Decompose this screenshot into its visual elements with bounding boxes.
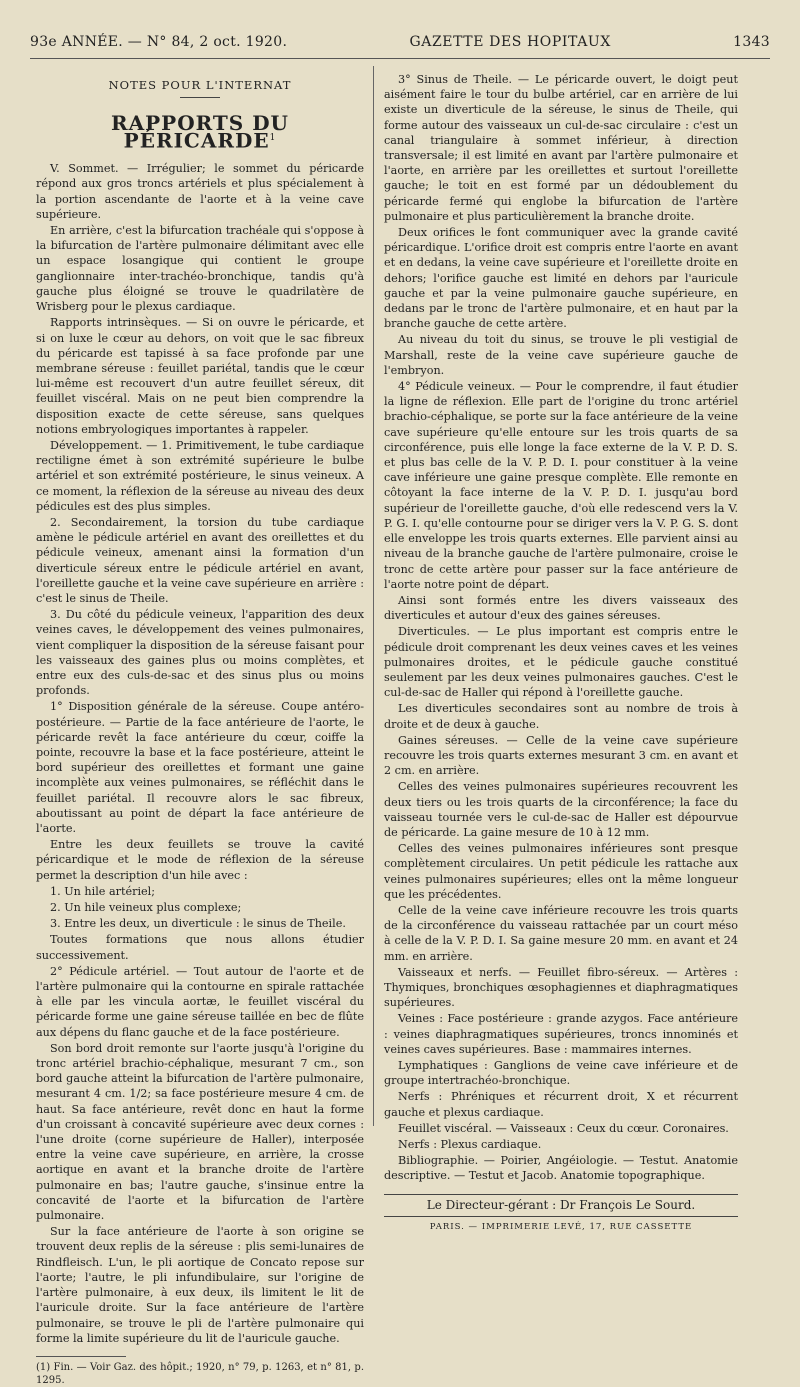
left-paragraph: 2. Secondairement, la torsion du tube cardiaque amène le pédicule artériel en avant des oreillettes et du pédicule veineux, amenant ainsi la formation d'un diverticule séreux entre le pédicule artériel en avant, l'oreillette gauche et la veine cave supérieure en arrière : c'est le sinus de Theile. [36,515,364,605]
article-title [36,111,364,154]
right-paragraph: 3° Sinus de Theile. — Le péricarde ouvert, le doigt peut aisément faire le tour du bulbe artériel, car en arrière de lui existe un diverticule de la séreuse, le sinus de Theile, qui forme autour des vaisseaux un cul-de-sac circulaire : c'est un canal triangulaire à sommet inférieur, à direction transversale; il est limité en avant par l'artère pulmonaire et l'aorte, en arrière par les oreillettes et surtout l'oreillette gauche; le toit en est formé par un dédoublement du péricarde fermé qui englobe la bifurcation de l'artère pulmonaire et plus particulièrement la branche droite. [384,73,738,223]
left-paragraph: Entre les deux feuillets se trouve la cavité péricardique et le mode de réflexion de la séreuse permet la description d'un hile avec : [36,838,364,882]
column-divider [373,66,374,1126]
right-paragraph: Celles des veines pulmonaires supérieures recouvrent les deux tiers ou les trois quarts de la circonférence; la face du vaisseau tournée vers le cul-de-sac de Haller est dépourvue de péricarde. La gaine mesure de 10 à 12 mm. [384,780,738,839]
journal-title: GAZETTE DES HOPITAUX [409,34,611,50]
title-footnote-mark: 1 [269,133,277,144]
right-paragraph: Feuillet viscéral. — Vaisseaux : Ceux du cœur. Coronaires. [398,1121,729,1135]
page-number: 1343 [733,34,770,50]
left-paragraph: 1° Disposition générale de la séreuse. Coupe antéro-postérieure. — Partie de la face antérieure de l'aorte, le péricarde revêt la face antérieure du cœur, coiffe la pointe, recouvre la base et la face postérieure, atteint le bord supérieur des oreillettes et formant une gaine incomplète aux veines pulmonaires, se réfléchit dans le feuillet pariétal. Il recouvre alors le sac fibreux, aboutissant au point de départ la face antérieure de l'aorte. [36,700,364,835]
printer-line: PARIS. — IMPRIMERIE LEVÉ, 17, RUE CASSETTE [429,1221,693,1232]
right-paragraph: Ainsi sont formés entre les divers vaisseaux des diverticules et autour d'eux des gaines séreuses. [384,593,738,623]
left-paragraph: Développement. — 1. Primitivement, le tube cardiaque rectiligne émet à son extrémité supérieure le bulbe artériel et son extrémité postérieure, le sinus veineux. A ce moment, la réflexion de la séreuse au niveau des deux pédicules est des plus simples. [36,438,364,513]
footnote: (1) Fin. — Voir Gaz. des hôpit.; 1920, n° 79, p. 1263, et n° 81, p. 1295. [36,1361,364,1386]
left-paragraph: 3. Du côté du pédicule veineux, l'apparition des deux veines caves, le développement des veines pulmonaires, vient compliquer la disposition de la séreuse faisant pour les vaisseaux des gaines plus ou moins complètes, et entre eux des culs-de-sac et des sinus plus ou moins profonds. [36,608,364,698]
header-rule [30,58,770,59]
section-rule [180,97,220,98]
left-list-item: 1. Un hile artériel; [50,884,155,898]
bibliography: Bibliographie. — Poirier, Angéiologie. — Testut. Anatomie descriptive. — Testut et Jacob. Anatomie topographique. [384,1154,738,1183]
article-title-text: RAPPORTS DU PÉRICARDE [111,111,289,154]
left-paragraph: Rapports intrinsèques. — Si on ouvre le péricarde, et si on luxe le cœur au dehors, on voit que le sac fibreux du péricarde est tapissé à sa face profonde par une membrane séreuse : feuillet pariétal, tandis que le cœur lui-même est recouvert d'un autre feuillet séreux, dit feuillet viscéral. Mais on ne peut bien comprendre la disposition exacte de cette séreuse, sans quelques notions embryologiques importantes à rappeler. [36,316,364,436]
left-paragraph: En arrière, c'est la bifurcation trachéale qui s'oppose à la bifurcation de l'artère pulmonaire délimitant avec elle un espace losangique qui contient le groupe ganglionnaire inter-trachéo-bronchique, tandis qu'à gauche plus éloigné se trouve le quadrilatère de Wrisberg pour le plexus cardiaque. [36,224,364,314]
right-column [384,72,738,1235]
section-label: NOTES POUR L'INTERNAT [108,78,292,92]
right-paragraph: Veines : Face postérieure : grande azygos. Face antérieure : veines diaphragmatiques supérieures, troncs innominés et veines caves supérieures. Base : mammaires internes. [384,1012,738,1056]
volume-issue: 93e ANNÉE. — N° 84, 2 oct. 1920. [30,34,288,50]
left-paragraph: 2° Pédicule artériel. — Tout autour de l'aorte et de l'artère pulmonaire qui la contourne en spirale rattachée à elle par les vincula aortæ, le feuillet viscéral du péricarde forme une gaine séreuse taillée en bec de flûte aux dépens du flanc gauche et de la face postérieure. [36,964,364,1039]
left-paragraph: V. Sommet. — Irrégulier; le sommet du péricarde répond aux gros troncs artériels et plus spécialement à la portion ascendante de l'aorte et à la veine cave supérieure. [36,162,364,221]
right-paragraph: 4° Pédicule veineux. — Pour le comprendre, il faut étudier la ligne de réflexion. Elle part de l'origine du tronc artériel brachio-céphalique, se porte sur la face antérieure de la veine cave supérieure qu'elle entoure sur les trois quarts de sa circonférence, puis elle longe la face externe de la V. P. D. S. et plus bas celle de la V. P. D. I. pour constituer à la veine cave inférieure une gaine presque complète. Elle remonte en côtoyant la face interne de la V. P. D. I. jusqu'au bord supérieur de l'oreillette gauche, d'où elle redescend vers la V. P. G. I. qu'elle contourne pour se diriger vers la V. P. G. S. dont elle enveloppe les trois quarts externes. Elle parvient ainsi au niveau de la branche gauche de l'artère pulmonaire, croise le tronc de cette artère pour passer sur la face antérieure de l'aorte notre point de départ. [384,380,738,591]
director-signature: Le Directeur-gérant : Dr François Le Sourd. [384,1194,738,1217]
right-paragraph: Nerfs : Phréniques et récurrent droit, X et récurrent gauche et plexus cardiaque. [384,1090,738,1119]
right-paragraph: Au niveau du toit du sinus, se trouve le pli vestigial de Marshall, reste de la veine cave supérieure gauche de l'embryon. [384,333,738,377]
left-paragraph: Son bord droit remonte sur l'aorte jusqu'à l'origine du tronc artériel brachio-céphalique, mesurant 7 cm., son bord gauche atteint la bifurcation de l'artère pulmonaire, mesurant 4 cm. 1/2; sa face postérieure mesure 4 cm. de haut. Sa face antérieure, revêt donc en haut la forme d'un croissant à concavité supérieure avec deux cornes : l'une droite (corne supérieure de Haller), interposée entre la veine cave supérieure, en arrière, la crosse aortique en avant et la branche droite de l'artère pulmonaire en bas; l'autre gauche, s'insinue entre la concavité de l'aorte et la bifurcation de l'artère pulmonaire. [36,1041,364,1223]
footnote-rule [36,1356,126,1357]
right-paragraph: Celle de la veine cave inférieure recouvre les trois quarts de la circonférence du vaisseau rattachée par un court méso à celle de la V. P. D. I. Sa gaine mesure 20 mm. en avant et 24 mm. en arrière. [384,903,738,963]
left-paragraph: Sur la face antérieure de l'aorte à son origine se trouvent deux replis de la séreuse : plis semi-lunaires de Rindfleisch. L'un, le pli aortique de Concato repose sur l'aorte; l'autre, le pli infundibulaire, sur l'origine de l'artère pulmonaire, à eux deux, ils limitent le lit de l'auricule droite. Sur la face antérieure de l'artère pulmonaire, se trouve le pli de l'artère pulmonaire qui forme la limite supérieure du lit de l'auricule gauche. [36,1225,364,1345]
right-paragraph: Nerfs : Plexus cardiaque. [398,1138,542,1152]
left-paragraph: Toutes formations que nous allons étudier successivement. [36,933,364,962]
left-list-item: 2. Un hile veineux plus complexe; [50,901,242,915]
right-paragraph: Celles des veines pulmonaires inférieures sont presque complètement circulaires. Un petit pédicule les rattache aux veines pulmonaires supérieures; elles ont la même longueur que les précédentes. [384,842,738,901]
left-column [36,72,364,1387]
page-header [30,34,770,56]
right-paragraph: Diverticules. — Le plus important est compris entre le pédicule droit comprenant les deux veines caves et les veines pulmonaires droites, et le pédicule gauche constitué seulement par les deux veines pulmonaires gauches. C'est le cul-de-sac de Haller qui répond à l'oreillette gauche. [384,625,738,700]
right-paragraph: Gaines séreuses. — Celle de la veine cave supérieure recouvre les trois quarts externes mesurant 3 cm. en avant et 2 cm. en arrière. [384,733,738,778]
right-paragraph: Les diverticules secondaires sont au nombre de trois à droite et de deux à gauche. [384,702,738,731]
right-paragraph: Deux orifices le font communiquer avec la grande cavité péricardique. L'orifice droit est compris entre l'aorte en avant et en dedans, la veine cave supérieure et l'oreillette droite en dehors; l'orifice gauche est limité en dehors par l'auricule gauche et par la veine pulmonaire gauche supérieure, en dedans par le tronc de l'artère pulmonaire, et en haut par la branche gauche de cette artère. [384,226,738,331]
right-paragraph: Vaisseaux et nerfs. — Feuillet fibro-séreux. — Artères : Thymiques, bronchiques œsophagiennes et diaphragmatiques supérieures. [384,965,738,1010]
left-list-item: 3. Entre les deux, un diverticule : le sinus de Theile. [50,917,346,931]
right-paragraph: Lymphatiques : Ganglions de veine cave inférieure et de groupe intertrachéo-bronchique. [384,1059,738,1088]
